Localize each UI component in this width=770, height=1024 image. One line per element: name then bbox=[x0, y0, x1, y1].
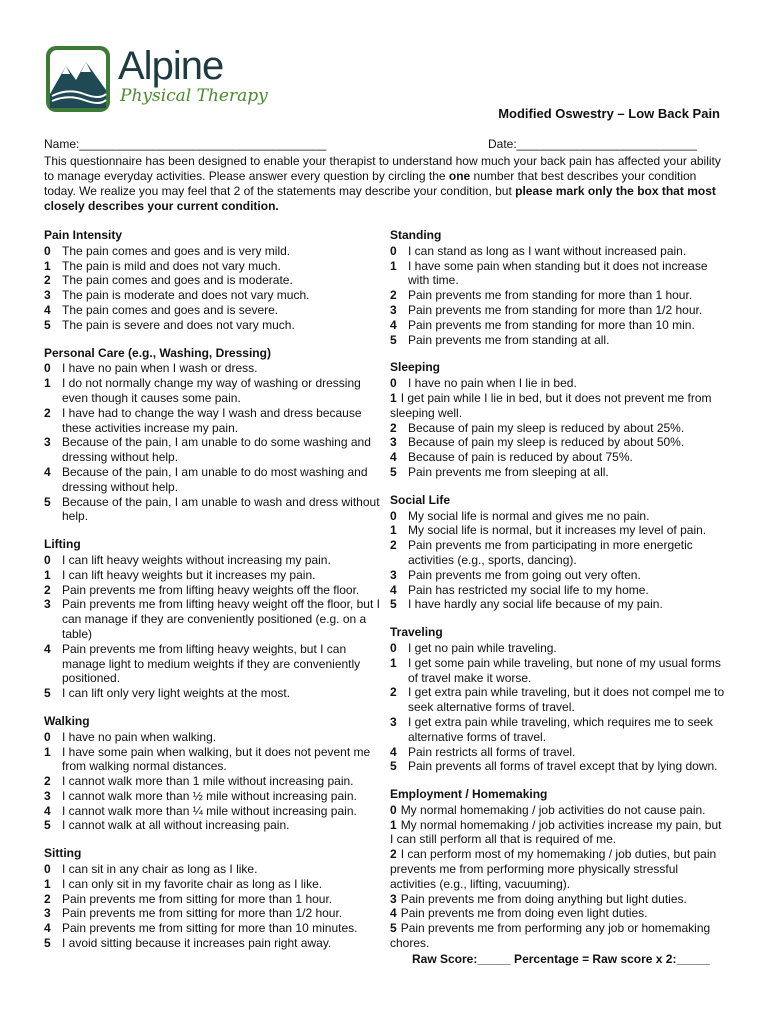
option-number[interactable]: 2 bbox=[44, 273, 51, 288]
option-text: I get no pain while traveling. bbox=[408, 640, 557, 655]
answer-option[interactable] bbox=[390, 892, 726, 907]
answer-option[interactable] bbox=[44, 906, 380, 921]
answer-option[interactable] bbox=[44, 921, 380, 936]
option-number[interactable]: 4 bbox=[44, 921, 51, 936]
option-number[interactable]: 0 bbox=[390, 243, 397, 258]
option-number[interactable]: 3 bbox=[390, 891, 397, 906]
option-number[interactable]: 2 bbox=[390, 685, 397, 700]
option-number[interactable]: 1 bbox=[390, 258, 397, 273]
section-title: Pain Intensity bbox=[44, 228, 123, 242]
option-text: Pain prevents me from sitting for more than 1 hour. bbox=[62, 891, 333, 906]
answer-option[interactable] bbox=[44, 568, 380, 583]
answer-option[interactable] bbox=[390, 333, 726, 348]
section-title: Personal Care (e.g., Washing, Dressing) bbox=[44, 345, 271, 360]
option-number[interactable]: 4 bbox=[390, 906, 397, 921]
answer-option[interactable] bbox=[44, 244, 380, 259]
answer-option[interactable] bbox=[44, 936, 380, 951]
instructions-text: This questionnaire has been designed to enable your therapist to understand how much your back pain has affected your ability to manage everyday activities. Please answer every question by circling the bbox=[44, 154, 721, 183]
answer-option[interactable] bbox=[390, 906, 726, 921]
option-text: The pain is moderate and does not vary much. bbox=[62, 288, 310, 303]
option-number[interactable]: 0 bbox=[44, 243, 51, 258]
option-text: The pain is severe and does not vary much. bbox=[62, 317, 295, 332]
option-text: The pain comes and goes and is moderate. bbox=[62, 273, 293, 288]
answer-option[interactable] bbox=[390, 450, 726, 465]
option-number[interactable]: 4 bbox=[44, 803, 51, 818]
option-number[interactable]: 3 bbox=[44, 435, 51, 450]
answer-option[interactable] bbox=[390, 921, 726, 951]
option-text: I cannot walk at all without increasing pain. bbox=[62, 818, 290, 833]
option-text: I have had to change the way I wash and dress because these activities increase my pain. bbox=[62, 405, 362, 435]
option-number[interactable]: 3 bbox=[390, 714, 397, 729]
section-title: Social Life bbox=[390, 492, 451, 507]
option-number[interactable]: 1 bbox=[390, 390, 397, 405]
option-number[interactable]: 3 bbox=[44, 906, 51, 921]
answer-option[interactable] bbox=[390, 391, 726, 421]
answer-option[interactable] bbox=[44, 745, 380, 775]
answer-option[interactable] bbox=[390, 847, 726, 891]
answer-option[interactable] bbox=[390, 656, 726, 686]
option-text: My social life is normal, but it increases my level of pain. bbox=[408, 523, 707, 538]
section-walking bbox=[44, 714, 380, 833]
section-title: Employment / Homemaking bbox=[390, 787, 548, 802]
option-text: I can only sit in my favorite chair as long as I like. bbox=[62, 876, 323, 891]
answer-option[interactable] bbox=[44, 789, 380, 804]
option-number[interactable]: 3 bbox=[390, 435, 397, 450]
option-text: I can lift heavy weights but it increases my pain. bbox=[62, 567, 316, 582]
name-field[interactable]: Name:_____________________________________ bbox=[44, 137, 327, 151]
answer-option[interactable] bbox=[390, 376, 726, 391]
option-text: Pain prevents me from doing anything but light duties. bbox=[400, 891, 687, 906]
answer-option[interactable] bbox=[390, 803, 726, 818]
section-title: Lifting bbox=[44, 537, 81, 552]
option-number[interactable]: 2 bbox=[390, 420, 397, 435]
option-number[interactable]: 2 bbox=[44, 774, 51, 789]
option-text: I get some pain while traveling, but none of my usual forms of travel make it worse. bbox=[408, 655, 721, 685]
section-standing bbox=[390, 228, 726, 347]
option-number[interactable]: 0 bbox=[44, 552, 51, 567]
answer-option[interactable] bbox=[44, 435, 380, 465]
left-column bbox=[44, 228, 380, 964]
instructions-emphasis: please mark only the box that most closely describes your current condition. bbox=[44, 184, 716, 213]
logo-wordmark: Alpine bbox=[118, 44, 224, 88]
option-text: I have no pain when walking. bbox=[62, 729, 217, 744]
option-text: I cannot walk more than ¼ mile without increasing pain. bbox=[62, 803, 357, 818]
option-text: Pain prevents me from participating in more energetic activities (e.g., sports, dancing). bbox=[408, 538, 693, 567]
logo-subtitle: Physical Therapy bbox=[120, 86, 268, 106]
option-number[interactable]: 1 bbox=[44, 876, 51, 891]
option-text: The pain comes and goes and is severe. bbox=[62, 302, 279, 317]
option-number[interactable]: 3 bbox=[44, 288, 51, 303]
instructions-text: number that best describes your condition today. We realize you may feel that 2 of the statements may describe your condition, but bbox=[44, 169, 697, 198]
answer-option[interactable] bbox=[44, 877, 380, 892]
option-number[interactable]: 4 bbox=[390, 744, 397, 759]
answer-option[interactable] bbox=[44, 553, 380, 568]
answer-option[interactable] bbox=[390, 509, 726, 524]
option-number[interactable]: 4 bbox=[44, 641, 51, 656]
option-text: I have hardly any social life because of my pain. bbox=[408, 597, 663, 612]
option-number[interactable]: 1 bbox=[44, 258, 51, 273]
answer-option[interactable] bbox=[44, 730, 380, 745]
option-text: I can lift only very light weights at the most. bbox=[62, 686, 291, 701]
instructions-paragraph bbox=[44, 154, 728, 214]
option-text: I get extra pain while traveling, which requires me to seek alternative forms of travel. bbox=[408, 714, 713, 744]
option-number[interactable]: 1 bbox=[390, 817, 397, 832]
option-text: Because of pain my sleep is reduced by about 50%. bbox=[408, 435, 685, 450]
answer-option[interactable] bbox=[44, 862, 380, 877]
section-sitting bbox=[44, 846, 380, 951]
option-number[interactable]: 1 bbox=[44, 744, 51, 759]
answer-option[interactable] bbox=[44, 465, 380, 495]
answer-option[interactable] bbox=[390, 538, 726, 568]
answer-option[interactable] bbox=[390, 318, 726, 333]
option-number[interactable]: 4 bbox=[44, 464, 51, 479]
option-number[interactable]: 1 bbox=[44, 376, 51, 391]
option-text: I cannot walk more than ½ mile without increasing pain. bbox=[62, 788, 357, 803]
option-number[interactable]: 2 bbox=[390, 847, 397, 862]
option-number[interactable]: 2 bbox=[390, 538, 397, 553]
option-text: I have no pain when I wash or dress. bbox=[62, 361, 258, 376]
option-number[interactable]: 0 bbox=[390, 376, 397, 391]
answer-option[interactable] bbox=[390, 583, 726, 598]
option-number[interactable]: 0 bbox=[390, 802, 397, 817]
option-text: Pain prevents me from going out very often. bbox=[408, 567, 641, 582]
section-sleeping bbox=[390, 360, 726, 479]
logo bbox=[44, 44, 268, 124]
option-number[interactable]: 5 bbox=[44, 818, 51, 833]
answer-option[interactable] bbox=[44, 686, 380, 701]
option-text: I have some pain when standing but it does not increase with time. bbox=[408, 258, 708, 288]
option-text: Because of the pain, I am unable to do some washing and dressing without help. bbox=[62, 435, 371, 465]
option-text: Pain prevents me from doing even light duties. bbox=[400, 906, 648, 921]
section-title: Sitting bbox=[44, 846, 82, 861]
option-number[interactable]: 5 bbox=[44, 686, 51, 701]
option-number[interactable]: 3 bbox=[390, 567, 397, 582]
option-number[interactable]: 4 bbox=[390, 450, 397, 465]
answer-option[interactable] bbox=[44, 583, 380, 598]
answer-option[interactable] bbox=[44, 288, 380, 303]
section-pain-intensity bbox=[44, 228, 380, 333]
option-text: Because of the pain, I am unable to wash and dress without help. bbox=[62, 494, 380, 524]
option-number[interactable]: 3 bbox=[390, 302, 397, 317]
answer-option[interactable] bbox=[390, 641, 726, 656]
answer-option[interactable] bbox=[390, 568, 726, 583]
option-text: Pain prevents me from lifting heavy weights, but I can manage light to medium weights if they are conveniently positioned. bbox=[62, 641, 361, 686]
option-text: Pain prevents me from sitting for more than 1/2 hour. bbox=[62, 906, 343, 921]
answer-option[interactable] bbox=[390, 288, 726, 303]
option-text: Pain prevents me from performing any job or homemaking chores. bbox=[390, 921, 711, 951]
answer-option[interactable] bbox=[390, 745, 726, 760]
option-text: The pain is mild and does not vary much. bbox=[62, 258, 281, 273]
answer-option[interactable] bbox=[390, 523, 726, 538]
option-text: I have no pain when I lie in bed. bbox=[408, 376, 577, 391]
answer-option[interactable] bbox=[44, 774, 380, 789]
option-text: Pain prevents all forms of travel except that by lying down. bbox=[408, 759, 718, 774]
option-number[interactable]: 3 bbox=[44, 788, 51, 803]
option-text: I get extra pain while traveling, but it does not compel me to seek alternative forms of travel. bbox=[408, 685, 725, 715]
answer-option[interactable] bbox=[390, 715, 726, 745]
option-text: I can lift heavy weights without increasing my pain. bbox=[62, 552, 331, 567]
option-number[interactable]: 4 bbox=[44, 302, 51, 317]
option-number[interactable]: 5 bbox=[390, 597, 397, 612]
section-personal-care-e-g-washing-dressing bbox=[44, 346, 380, 525]
option-number[interactable]: 4 bbox=[390, 582, 397, 597]
option-text: Because of pain my sleep is reduced by about 25%. bbox=[408, 420, 685, 435]
section-traveling bbox=[390, 625, 726, 774]
section-title: Walking bbox=[44, 713, 90, 728]
answer-option[interactable] bbox=[44, 318, 380, 333]
answer-option[interactable] bbox=[390, 435, 726, 450]
option-text: I do not normally change my way of washing or dressing even though it causes some pain. bbox=[62, 376, 361, 405]
option-number[interactable]: 2 bbox=[390, 288, 397, 303]
answer-option[interactable] bbox=[390, 259, 726, 289]
option-number[interactable]: 5 bbox=[390, 464, 397, 479]
instructions-emphasis: one bbox=[448, 169, 471, 183]
option-text: I can sit in any chair as long as I like. bbox=[62, 862, 258, 877]
answer-option[interactable] bbox=[390, 303, 726, 318]
option-text: I cannot walk more than 1 mile without increasing pain. bbox=[62, 774, 354, 789]
raw-score-line[interactable]: Raw Score:_____ Percentage = Raw score x 2:_____ bbox=[412, 951, 710, 966]
answer-option[interactable] bbox=[44, 804, 380, 819]
option-text: Pain prevents me from standing for more than 1 hour. bbox=[408, 288, 693, 303]
option-number[interactable]: 5 bbox=[44, 317, 51, 332]
answer-option[interactable] bbox=[44, 303, 380, 318]
option-text: I can stand as long as I want without increased pain. bbox=[408, 243, 687, 258]
option-number[interactable]: 5 bbox=[44, 494, 51, 509]
answer-option[interactable] bbox=[390, 818, 726, 848]
option-number[interactable]: 3 bbox=[44, 597, 51, 612]
answer-option[interactable] bbox=[44, 361, 380, 376]
option-text: The pain comes and goes and is very mild. bbox=[62, 243, 291, 258]
option-text: My normal homemaking / job activities do not cause pain. bbox=[400, 802, 706, 817]
section-title: Sleeping bbox=[390, 360, 441, 375]
option-number[interactable]: 5 bbox=[390, 759, 397, 774]
option-text: I have some pain when walking, but it does not pevent me from walking normal distances. bbox=[62, 744, 371, 774]
section-title: Standing bbox=[390, 228, 442, 242]
option-number[interactable]: 5 bbox=[390, 921, 397, 936]
option-text: Pain prevents me from sleeping at all. bbox=[408, 464, 609, 479]
option-number[interactable]: 1 bbox=[44, 567, 51, 582]
option-text: My normal homemaking / job activities increase my pain, but I can still perform all that is required of me. bbox=[390, 817, 722, 847]
answer-option[interactable] bbox=[44, 273, 380, 288]
option-text: My social life is normal and gives me no pain. bbox=[408, 508, 650, 523]
document-title: Modified Oswestry – Low Back Pain bbox=[498, 106, 720, 121]
section-social-life bbox=[390, 493, 726, 612]
answer-option[interactable] bbox=[390, 244, 726, 259]
option-number[interactable]: 2 bbox=[44, 582, 51, 597]
option-text: Pain prevents me from standing for more than 10 min. bbox=[408, 317, 695, 332]
option-number[interactable]: 0 bbox=[390, 640, 397, 655]
option-text: Pain has restricted my social life to my home. bbox=[408, 582, 649, 597]
option-text: I avoid sitting because it increases pain right away. bbox=[62, 936, 332, 951]
option-number[interactable]: 1 bbox=[390, 523, 397, 538]
answer-option[interactable] bbox=[390, 421, 726, 436]
option-text: I can perform most of my homemaking / job duties, but pain prevents me from performing more physically stressful activities (e.g., lifting, vacuuming). bbox=[390, 847, 717, 891]
option-text: Pain prevents me from sitting for more than 10 minutes. bbox=[62, 921, 358, 936]
answer-option[interactable] bbox=[44, 818, 380, 833]
answer-option[interactable] bbox=[390, 597, 726, 612]
answer-option[interactable] bbox=[44, 376, 380, 406]
option-number[interactable]: 2 bbox=[44, 891, 51, 906]
option-text: Because of pain is reduced by about 75%. bbox=[408, 450, 633, 465]
answer-option[interactable] bbox=[44, 642, 380, 686]
option-number[interactable]: 4 bbox=[390, 317, 397, 332]
option-number[interactable]: 5 bbox=[390, 332, 397, 347]
option-text: Pain restricts all forms of travel. bbox=[408, 744, 576, 759]
option-number[interactable]: 0 bbox=[44, 361, 51, 376]
answer-option[interactable] bbox=[44, 597, 380, 641]
option-text: I get pain while I lie in bed, but it does not prevent me from sleeping well. bbox=[390, 390, 712, 420]
option-text: Pain prevents me from standing for more than 1/2 hour. bbox=[408, 302, 703, 317]
answer-option[interactable] bbox=[390, 759, 726, 774]
section-title: Traveling bbox=[390, 625, 443, 640]
section-employment-homemaking bbox=[390, 787, 726, 967]
option-text: Pain prevents me from standing at all. bbox=[408, 332, 610, 347]
option-text: Pain prevents me from lifting heavy weight off the floor, but I can manage if they are conveniently positioned (e.g. on a table) bbox=[62, 597, 380, 641]
option-number[interactable]: 0 bbox=[390, 508, 397, 523]
option-number[interactable]: 2 bbox=[44, 405, 51, 420]
date-field[interactable]: Date:___________________________ bbox=[488, 137, 697, 151]
answer-option[interactable] bbox=[44, 892, 380, 907]
answer-option[interactable] bbox=[44, 495, 380, 525]
answer-option[interactable] bbox=[44, 406, 380, 436]
section-lifting bbox=[44, 537, 380, 701]
mountain-logo-icon bbox=[44, 44, 112, 114]
option-number[interactable]: 1 bbox=[390, 655, 397, 670]
option-text: Pain prevents me from lifting heavy weights off the floor. bbox=[62, 582, 360, 597]
answer-option[interactable] bbox=[44, 259, 380, 274]
option-text: Because of the pain, I am unable to do most washing and dressing without help. bbox=[62, 464, 368, 494]
answer-option[interactable] bbox=[390, 465, 726, 480]
option-number[interactable]: 0 bbox=[44, 862, 51, 877]
right-column bbox=[390, 228, 726, 967]
option-number[interactable]: 0 bbox=[44, 729, 51, 744]
option-number[interactable]: 5 bbox=[44, 936, 51, 951]
answer-option[interactable] bbox=[390, 685, 726, 715]
